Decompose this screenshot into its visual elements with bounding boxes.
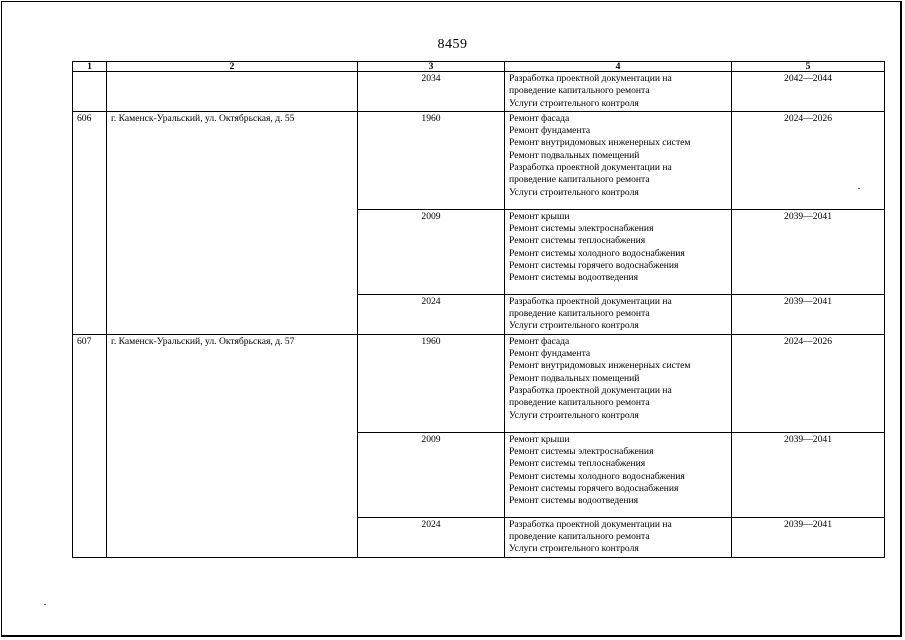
registry-table (72, 61, 885, 558)
work-item: Ремонт фасада (509, 112, 570, 124)
table-row (73, 334, 885, 432)
work-item: Ремонт подвальных помещений (509, 149, 640, 161)
year-cell: 2009 (358, 432, 505, 517)
scan-speck (858, 188, 860, 189)
work-item: Ремонт внутридомовых инженерных систем (509, 137, 691, 149)
scan-speck (44, 604, 46, 605)
record-number: 606 (73, 111, 107, 334)
works-cell (505, 517, 732, 557)
work-item: проведение капитального ремонта (509, 397, 650, 409)
continued-row (73, 72, 885, 112)
work-item: Ремонт системы водоотведения (509, 495, 639, 507)
work-item: Ремонт системы горячего водоснабжения (509, 482, 679, 494)
works-cell (505, 209, 732, 294)
works-cell (505, 334, 732, 432)
work-item: Услуги строительного контроля (509, 186, 639, 198)
column-header: 2 (107, 62, 358, 72)
record-number: 607 (73, 334, 107, 557)
year-cell: 2024 (358, 294, 505, 334)
registry-body (73, 72, 885, 558)
work-item: Разработка проектной документации на (509, 384, 672, 396)
record-address: г. Каменск-Уральский, ул. Октябрьская, д. 55 (107, 111, 358, 334)
work-item: Ремонт системы электроснабжения (509, 223, 654, 235)
work-item: Ремонт крыши (509, 210, 570, 222)
column-header: 4 (505, 62, 732, 72)
page-number: 8459 (437, 37, 468, 52)
work-item: Ремонт фундамента (509, 125, 591, 137)
work-item: Ремонт системы теплоснабжения (509, 235, 646, 247)
table-row (73, 111, 885, 209)
work-item: Ремонт подвальных помещений (509, 372, 640, 384)
year-cell: 2034 (358, 72, 505, 112)
year-cell: 2024 (358, 517, 505, 557)
work-item: проведение капитального ремонта (509, 85, 650, 97)
work-item: Ремонт фасада (509, 335, 570, 347)
work-item: Услуги строительного контроля (509, 409, 639, 421)
work-item: Разработка проектной документации на (509, 295, 672, 307)
work-item: Услуги строительного контроля (509, 320, 639, 332)
work-item: проведение капитального ремонта (509, 531, 650, 543)
work-item: Услуги строительного контроля (509, 97, 639, 109)
column-header: 3 (358, 62, 505, 72)
work-item: Ремонт системы теплоснабжения (509, 458, 646, 470)
period-cell: 2024—2026 (732, 111, 885, 209)
work-item: Ремонт системы холодного водоснабжения (509, 247, 685, 259)
works-cell (505, 294, 732, 334)
period-cell: 2024—2026 (732, 334, 885, 432)
row-number-cell (73, 72, 107, 112)
year-cell: 1960 (358, 334, 505, 432)
work-item: проведение капитального ремонта (509, 308, 650, 320)
work-item: Ремонт системы водоотведения (509, 272, 639, 284)
work-item: Ремонт системы электроснабжения (509, 446, 654, 458)
year-cell: 1960 (358, 111, 505, 209)
work-item: Услуги строительного контроля (509, 543, 639, 555)
work-item: проведение капитального ремонта (509, 174, 650, 186)
period-cell: 2039—2041 (732, 517, 885, 557)
header-row (73, 62, 885, 72)
address-cell (107, 72, 358, 112)
column-header: 5 (732, 62, 885, 72)
work-item: Разработка проектной документации на (509, 162, 672, 174)
period-cell: 2039—2041 (732, 432, 885, 517)
works-cell (505, 432, 732, 517)
works-cell (505, 111, 732, 209)
work-item: Разработка проектной документации на (509, 73, 672, 84)
work-item: Ремонт фундамента (509, 348, 591, 360)
period-cell: 2042—2044 (732, 72, 885, 112)
work-item: Ремонт системы горячего водоснабжения (509, 260, 679, 272)
record-address: г. Каменск-Уральский, ул. Октябрьская, д. 57 (107, 334, 358, 557)
period-cell: 2039—2041 (732, 294, 885, 334)
column-header: 1 (73, 62, 107, 72)
works-cell (505, 72, 732, 112)
work-item: Ремонт крыши (509, 433, 570, 445)
work-item: Ремонт внутридомовых инженерных систем (509, 360, 691, 372)
work-item: Разработка проектной документации на (509, 518, 672, 530)
period-cell: 2039—2041 (732, 209, 885, 294)
year-cell: 2009 (358, 209, 505, 294)
work-item: Ремонт системы холодного водоснабжения (509, 470, 685, 482)
